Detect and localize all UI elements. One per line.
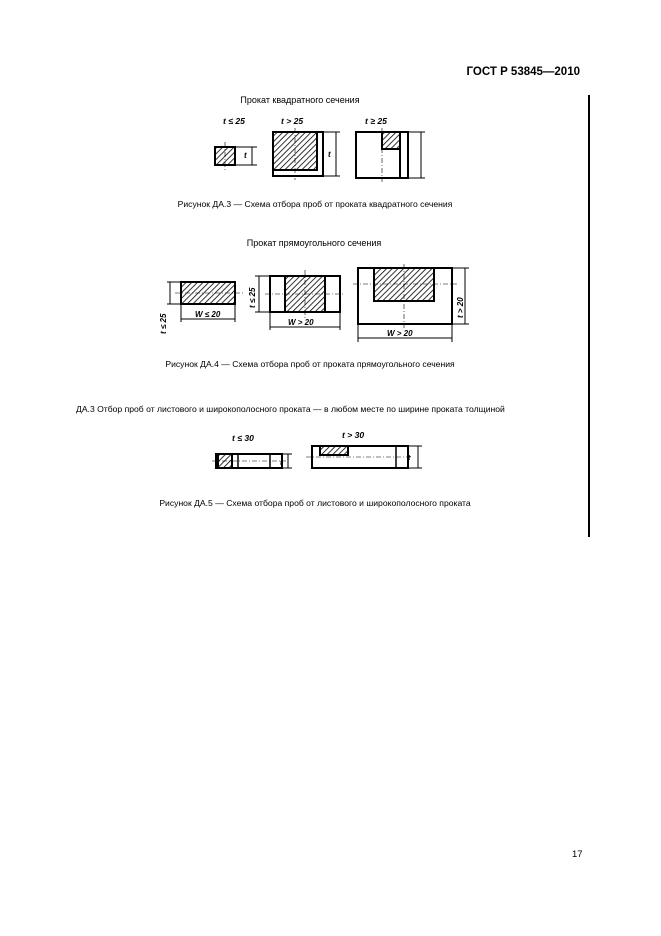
sheet-figures: [208, 426, 428, 474]
sheet-dim-2: t: [408, 455, 411, 462]
figure-da3-caption: Рисунок ДА.3 — Схема отбора проб от проката квадратного сечения: [177, 199, 453, 209]
rect-large-thickness: t > 20: [456, 297, 465, 318]
margin-bar: [588, 95, 590, 537]
rect-medium-width: W > 20: [288, 318, 314, 327]
figure-da5-caption: Рисунок ДА.5 — Схема отбора проб от листового и широкополосного проката: [159, 498, 471, 508]
sheet-label-2: t > 30: [342, 430, 365, 440]
sheet-dim-1: t: [280, 460, 283, 467]
rect-small-width: W ≤ 20: [195, 310, 221, 319]
paragraph-da3: ДА.3 Отбор проб от листового и широкополосного проката — в любом месте по ширине проката толщиной: [76, 404, 505, 414]
sheet-label-1: t ≤ 30: [232, 433, 254, 443]
square-label-2: t > 25: [281, 116, 304, 126]
document-header: ГОСТ Р 53845—2010: [466, 66, 580, 78]
square-label-1: t ≤ 25: [223, 116, 245, 126]
square-dim-2: t: [328, 150, 331, 159]
rect-figure-small: [159, 282, 243, 334]
figure-da4-caption: Рисунок ДА.4 — Схема отбора проб от проката прямоугольного сечения: [165, 359, 455, 369]
rect-large-width: W > 20: [387, 329, 413, 338]
square-edge-sample: [382, 132, 400, 149]
rect-section-title: Прокат прямоугольного сечения: [246, 238, 382, 248]
rect-figures: [155, 262, 485, 347]
page-number: 17: [572, 849, 583, 860]
square-dim-1: t: [244, 151, 247, 160]
square-section-title: Прокат квадратного сечения: [240, 95, 360, 105]
rect-small-thickness: t ≤ 25: [159, 313, 168, 334]
sheet-thick-sample: [320, 446, 348, 455]
rect-medium-thickness: t ≤ 25: [248, 287, 257, 308]
rect-figure-medium: [248, 270, 345, 330]
square-figures: [195, 112, 445, 187]
square-label-3: t ≥ 25: [365, 116, 387, 126]
rect-figure-large: [353, 264, 469, 342]
